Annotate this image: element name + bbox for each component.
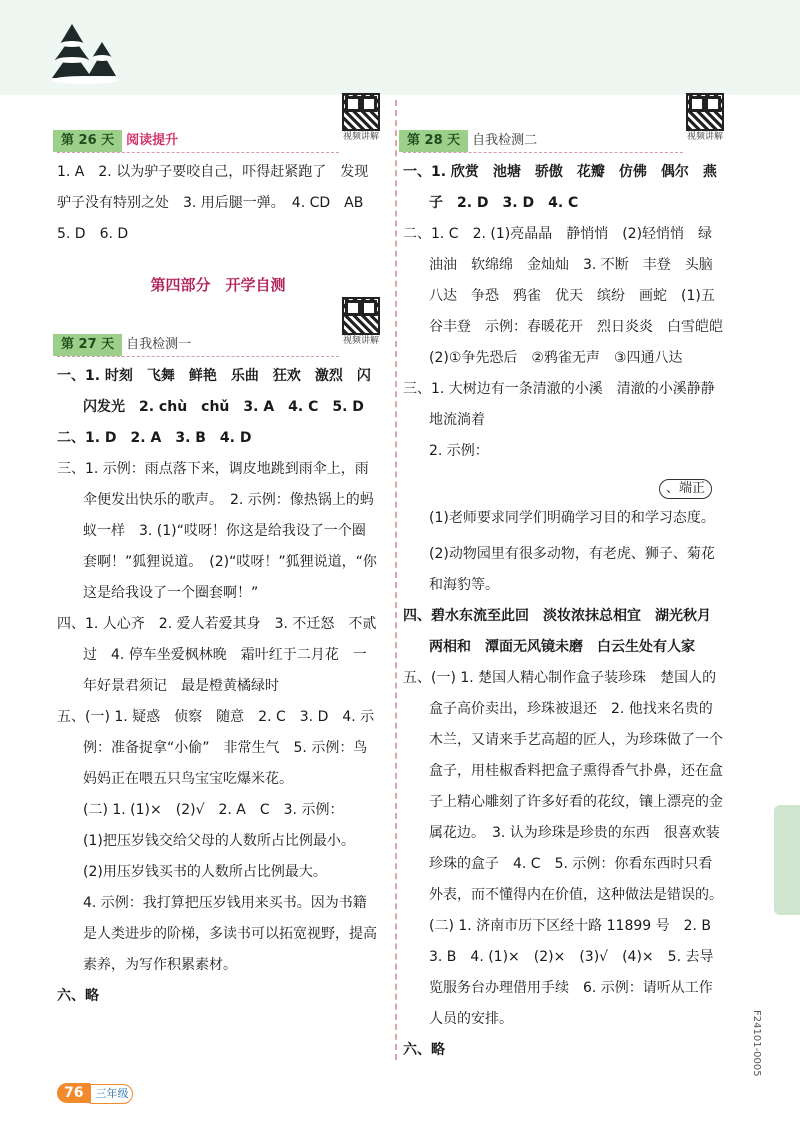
qr-code-icon bbox=[342, 93, 380, 131]
answer-line: 1. A 2. 以为驴子要咬自己，吓得赶紧跑了 发现驴子没有特别之处 3. 用后腿一弹。 4. CD AB bbox=[57, 164, 369, 211]
page-number-badge bbox=[57, 1082, 133, 1104]
insertion-mark: 、端正 bbox=[659, 479, 712, 499]
edited-sentence: (1)老师要求同学们明确学习目的和学习态度。 bbox=[429, 510, 715, 526]
print-code: F24101-0005 bbox=[751, 1010, 762, 1077]
section-title: 阅读提升 bbox=[126, 133, 179, 148]
answer-item: 一、1. 时刻 飞舞 鲜艳 乐曲 狂欢 激烈 闪闪发光 2. chù chǔ 3. A 4. C 5. D bbox=[57, 368, 371, 415]
section-header-day28 bbox=[403, 125, 723, 153]
answer-item: 四、碧水东流至此回 淡妆浓抹总相宜 湖光秋月两相和 潭面无风镜未磨 白云生处有人家 bbox=[403, 608, 711, 655]
answer-item: 二、1. D 2. A 3. B 4. D bbox=[57, 430, 252, 446]
day-tag: 第 26 天 bbox=[53, 130, 122, 152]
column-divider bbox=[395, 100, 397, 1060]
answer-item: 四、1. 人心齐 2. 爱人若爱其身 3. 不迁怒 不贰过 4. 停车坐爱枫林晚 霜叶红于二月花 一年好景君须记 最是橙黄橘绿时 bbox=[57, 616, 377, 694]
editing-example-1 bbox=[429, 473, 723, 533]
qr-label: 视频讲解 bbox=[342, 336, 379, 346]
answer-item: (二) 1. 济南市历下区经十路 11899 号 2. B 3. B 4. (1)× (2)× (3)√ (4)× 5. 去导览服务台办理借用手续 6. 示例：请听从工作人员的安排。 bbox=[429, 918, 726, 1027]
qr-code-icon bbox=[342, 297, 380, 335]
part-title: 第四部分 开学自测 bbox=[150, 276, 286, 294]
qr-label: 视频讲解 bbox=[686, 132, 723, 142]
answer-item: 4. 示例：我打算把压岁钱用来买书。因为书籍是人类进步的阶梯，多读书可以拓宽视野，提高素养，为写作积累素材。 bbox=[83, 895, 377, 973]
answer-item: 三、1. 大树边有一条清澈的小溪 清澈的小溪静静地流淌着 bbox=[403, 381, 715, 428]
answer-item: 六、略 bbox=[57, 988, 99, 1004]
answer-item: (2)用压岁钱买书的人数所占比例最大。 bbox=[83, 864, 327, 880]
answer-item: 五、(一) 1. 楚国人精心制作盒子装珍珠 楚国人的盒子高价卖出，珍珠被退还 2. 他找来名贵的木兰，又请来手艺高超的匠人，为珍珠做了一个盒子，用桂椒香料把盒子熏得香气扑鼻，还在盒子上精心雕刻了许多好看的花纹，镶上漂亮的金属花边。 3. 认为珍珠是珍贵的东西 很喜欢装珍珠的盒子 4. C 5. 示例：你看东西时只看外表，而不懂得内在价值，这种做法是错误的。 bbox=[403, 670, 723, 903]
answer-item: 二、1. C 2. (1)亮晶晶 静悄悄 (2)轻悄悄 绿油油 软绵绵 金灿灿 3. 不断 丰登 头脑 八达 争恐 鸦雀 优天 缤纷 画蛇 (1)五谷丰登 示例：春暖花开 烈日炎炎 白雪皑皑 (2)①争先恐后 ②鸦雀无声 ③四通八达 bbox=[403, 226, 737, 366]
answer-item: 六、略 bbox=[403, 1042, 445, 1058]
answer-item: (1)把压岁钱交给父母的人数所占比例最小。 bbox=[83, 833, 355, 849]
editing-example-2: (2)动物园里有很多动物，有老虎、狮子、菊花和海豹等。 bbox=[429, 546, 715, 593]
answer-item: 2. 示例： bbox=[429, 443, 489, 459]
section-header-day27 bbox=[57, 329, 379, 357]
dashed-line bbox=[57, 152, 339, 153]
right-column bbox=[403, 125, 737, 1066]
day-tag: 第 28 天 bbox=[399, 130, 468, 152]
section-title: 自我检测二 bbox=[472, 133, 538, 148]
answer-line: 5. D 6. D bbox=[57, 226, 129, 242]
qr-code[interactable] bbox=[339, 297, 383, 351]
dashed-line bbox=[403, 152, 683, 153]
answer-item: 一、1. 欣赏 池塘 骄傲 花瓣 仿佛 偶尔 燕子 2. D 3. D 4. C bbox=[403, 164, 717, 211]
answer-item: (二) 1. (1)× (2)√ 2. A C 3. 示例： bbox=[83, 802, 344, 818]
snow-tree-icon bbox=[50, 22, 120, 84]
page-number: 76 bbox=[57, 1083, 90, 1103]
header-band bbox=[0, 0, 800, 95]
left-column bbox=[57, 125, 379, 1012]
qr-code[interactable] bbox=[339, 93, 383, 147]
qr-code[interactable] bbox=[683, 93, 727, 147]
qr-code-icon bbox=[686, 93, 724, 131]
qr-label: 视频讲解 bbox=[342, 132, 379, 142]
section-title: 自我检测一 bbox=[126, 337, 192, 352]
day-tag: 第 27 天 bbox=[53, 334, 122, 356]
section-header-day26 bbox=[57, 125, 379, 153]
answer-item: 五、(一) 1. 疑惑 侦察 随意 2. C 3. D 4. 示例：准备捉拿“小偷” 非常生气 5. 示例：鸟妈妈正在喂五只鸟宝宝吃爆米花。 bbox=[57, 709, 375, 787]
grade-label: 三年级 bbox=[90, 1084, 133, 1104]
side-tab bbox=[774, 805, 800, 915]
dashed-line bbox=[57, 356, 339, 357]
answer-item: 三、1. 示例：雨点落下来，调皮地跳到雨伞上，雨伞便发出快乐的歌声。 2. 示例：像热锅上的蚂蚁一样 3. (1)“哎呀！你这是给我设了一个圈套啊！”狐狸说道。 (2)“哎呀！”狐狸说道，“你这是给我设了一个圈套啊！” bbox=[57, 461, 377, 601]
